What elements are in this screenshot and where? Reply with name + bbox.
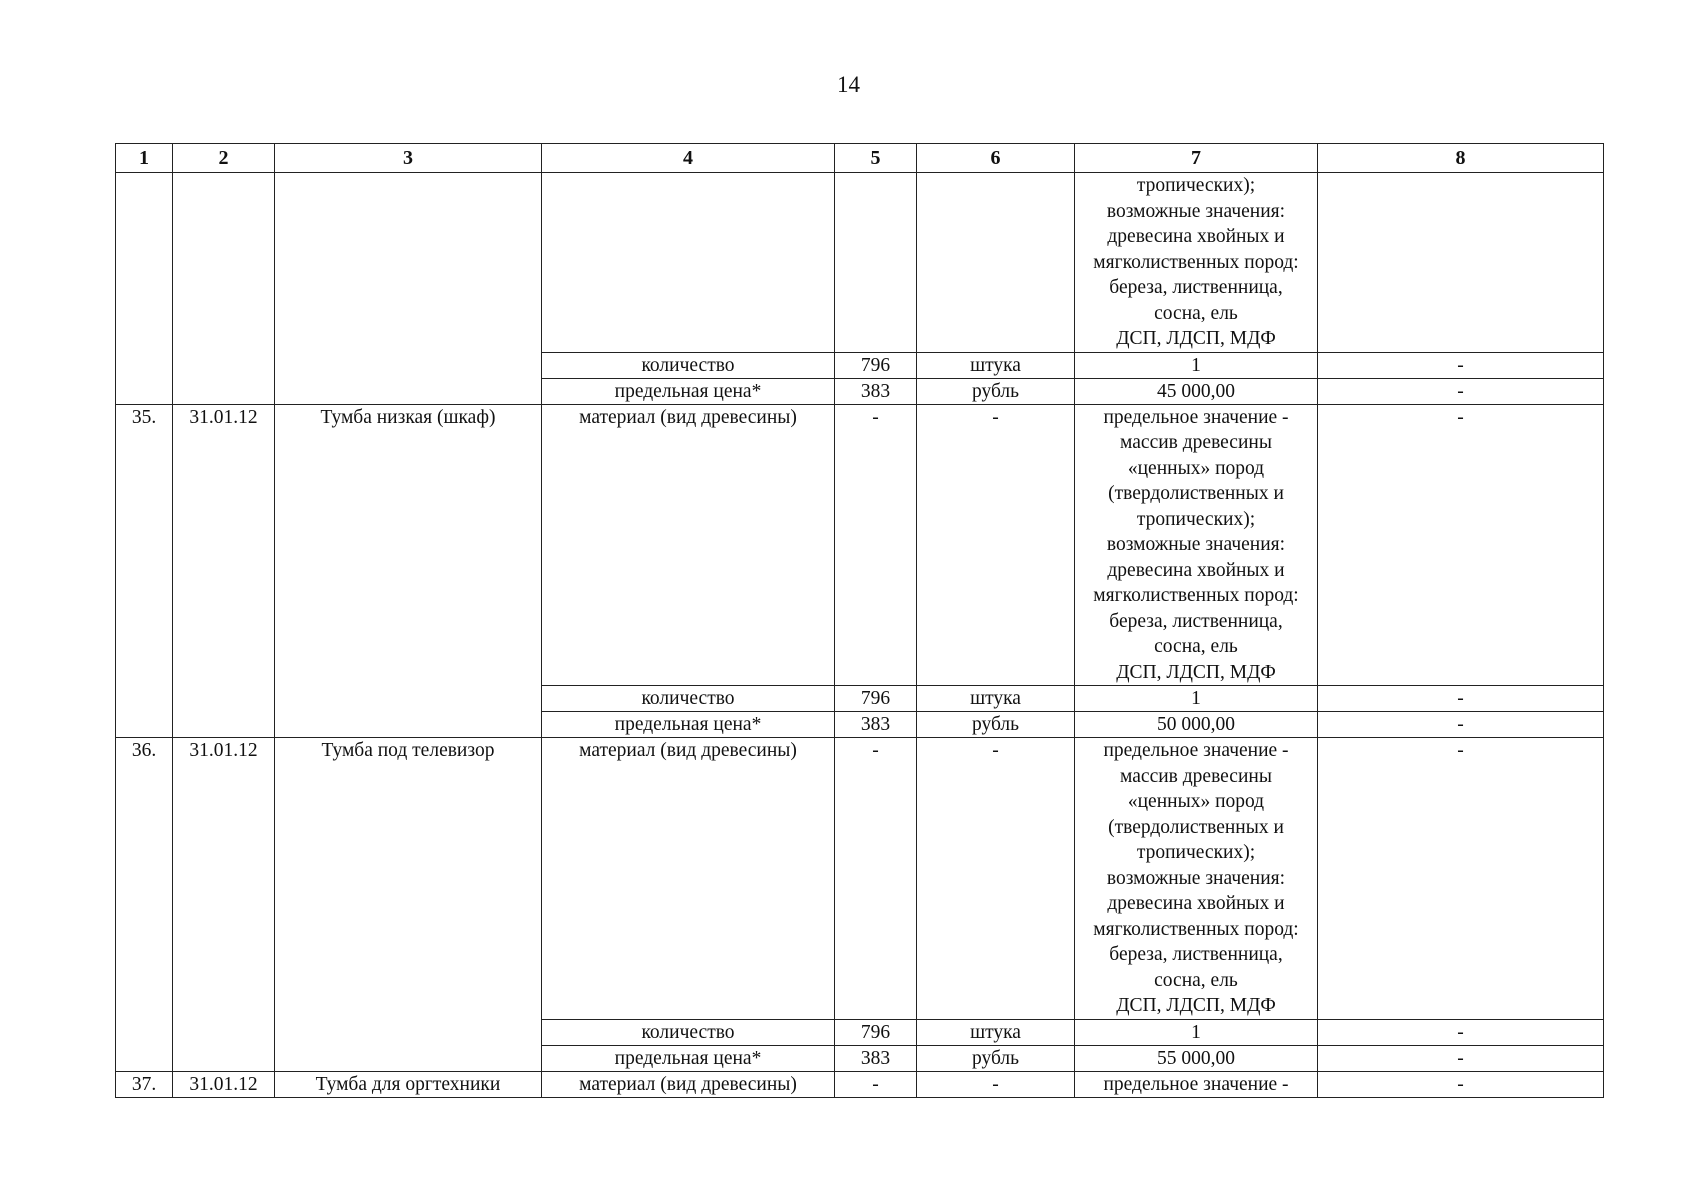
cell-name [275,173,542,405]
cell-value: 1 [1075,352,1318,378]
cell-note: - [1318,352,1604,378]
cell-note: - [1318,378,1604,404]
cell-unit-name: - [917,1071,1075,1097]
cell-unit-name: рубль [917,712,1075,738]
cell-unit-code: 796 [835,686,917,712]
cell-characteristic: количество [542,686,835,712]
cell-unit-code [835,173,917,353]
cell-characteristic: предельная цена* [542,378,835,404]
cell-unit-name: штука [917,686,1075,712]
cell-value: 1 [1075,1019,1318,1045]
cell-unit-code: - [835,1071,917,1097]
cell-num: 37. [116,1071,173,1097]
cell-unit-code: - [835,738,917,1020]
cell-unit-code: 383 [835,712,917,738]
table-row [116,1071,1604,1097]
header-col-2: 2 [173,144,275,173]
cell-unit-code: 383 [835,378,917,404]
header-col-1: 1 [116,144,173,173]
header-row [116,144,1604,173]
cell-unit-name: штука [917,1019,1075,1045]
cell-value: предельное значение - массив древесины «ценных» пород (твердолиственных и тропических); возможные значения: древесина хвойных и мягколиственных пород: береза, лиственница, сосна, ель ДСП, ЛДСП, МДФ [1075,404,1318,686]
cell-note [1318,173,1604,353]
cell-characteristic: материал (вид древесины) [542,404,835,686]
cell-note: - [1318,1019,1604,1045]
cell-unit-name: рубль [917,378,1075,404]
cell-unit-code: 796 [835,1019,917,1045]
header-col-5: 5 [835,144,917,173]
header-col-3: 3 [275,144,542,173]
cell-name: Тумба для оргтехники [275,1071,542,1097]
cell-note: - [1318,712,1604,738]
cell-name: Тумба низкая (шкаф) [275,404,542,738]
cell-num [116,173,173,405]
cell-code: 31.01.12 [173,1071,275,1097]
cell-num: 35. [116,404,173,738]
cell-value: 50 000,00 [1075,712,1318,738]
cell-code [173,173,275,405]
cell-value: 1 [1075,686,1318,712]
cell-characteristic: материал (вид древесины) [542,1071,835,1097]
cell-note: - [1318,404,1604,686]
cell-code: 31.01.12 [173,404,275,738]
cell-characteristic: количество [542,1019,835,1045]
cell-value: предельное значение - массив древесины «ценных» пород (твердолиственных и тропических); возможные значения: древесина хвойных и мягколиственных пород: береза, лиственница, сосна, ель ДСП, ЛДСП, МДФ [1075,738,1318,1020]
cell-note: - [1318,738,1604,1020]
table-row [116,173,1604,353]
table-row [116,404,1604,686]
page-number: 14 [837,72,860,97]
header-col-8: 8 [1318,144,1604,173]
cell-unit-name: рубль [917,1045,1075,1071]
cell-note: - [1318,1071,1604,1097]
cell-note: - [1318,686,1604,712]
cell-unit-name [917,173,1075,353]
cell-unit-name: - [917,404,1075,686]
cell-value: тропических); возможные значения: древесина хвойных и мягколиственных пород: береза, лиственница, сосна, ель ДСП, ЛДСП, МДФ [1075,173,1318,353]
cell-value: предельное значение - [1075,1071,1318,1097]
cell-unit-name: - [917,738,1075,1020]
cell-note: - [1318,1045,1604,1071]
table-row [116,738,1604,1020]
cell-code: 31.01.12 [173,738,275,1072]
cell-name: Тумба под телевизор [275,738,542,1072]
cell-unit-code: 383 [835,1045,917,1071]
cell-characteristic: предельная цена* [542,1045,835,1071]
cell-unit-name: штука [917,352,1075,378]
cell-num: 36. [116,738,173,1072]
cell-characteristic: количество [542,352,835,378]
cell-characteristic [542,173,835,353]
cell-unit-code: 796 [835,352,917,378]
header-col-7: 7 [1075,144,1318,173]
cell-value: 55 000,00 [1075,1045,1318,1071]
cell-characteristic: предельная цена* [542,712,835,738]
cell-value: 45 000,00 [1075,378,1318,404]
header-col-4: 4 [542,144,835,173]
header-col-6: 6 [917,144,1075,173]
characteristics-table [115,143,1604,1098]
cell-unit-code: - [835,404,917,686]
cell-characteristic: материал (вид древесины) [542,738,835,1020]
